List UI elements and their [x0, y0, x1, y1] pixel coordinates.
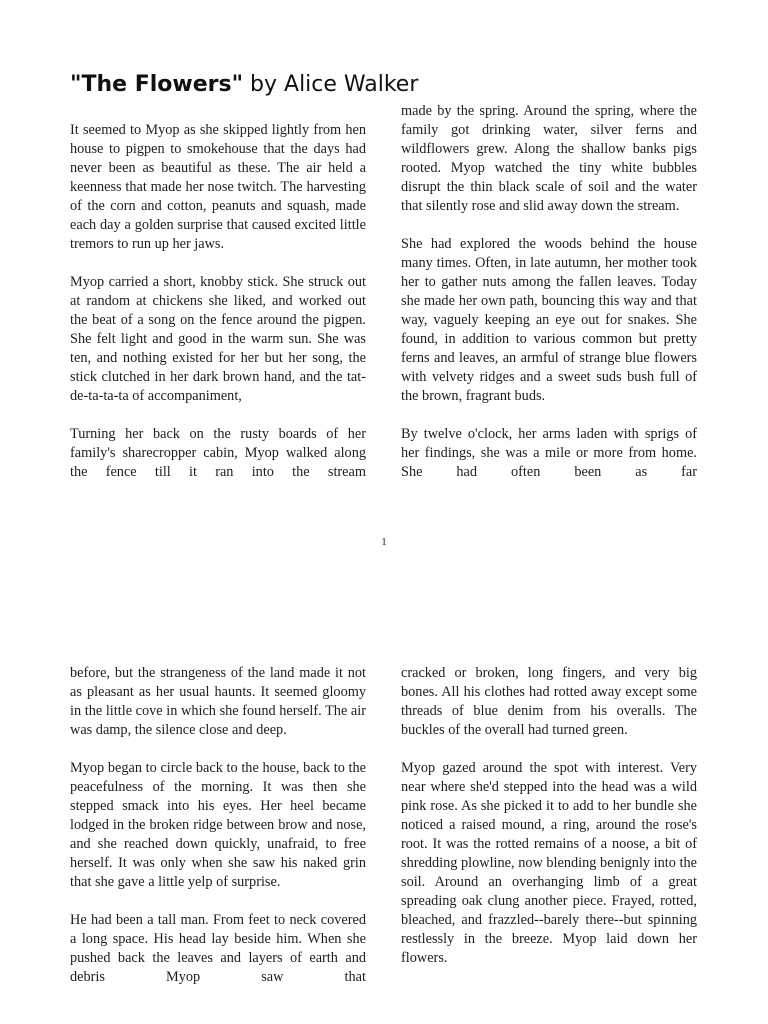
- paragraph: before, but the strangeness of the land made it not as pleasant as her usual haunts. It seemed gloomy in the little cove in which she found herself. The air was damp, the silence close and deep.: [70, 665, 366, 738]
- paragraph: Myop carried a short, knobby stick. She struck out at random at chickens she liked, and worked out the beat of a song on the fence around the pigpen. She felt light and good in the warm sun. She was ten, and nothing existed for her but her song, the stick clutched in her dark brown hand, and the tat-de-ta-ta-ta of accompaniment,: [70, 274, 366, 404]
- page2-left-column: [70, 664, 366, 987]
- page1-left-column: [70, 121, 366, 482]
- page-number: 1: [381, 536, 387, 548]
- page2-right-column: [401, 664, 697, 968]
- document-title: [70, 70, 418, 100]
- page1-right-column: [401, 102, 697, 482]
- paragraph: She had explored the woods behind the house many times. Often, in late autumn, her mother took her to gather nuts among the fallen leaves. Today she made her own path, bouncing this way and that way, vaguely keeping an eye out for snakes. She found, in addition to various common but pretty ferns and leaves, an armful of strange blue flowers with velvety ridges and a sweet suds bush full of the brown, fragrant buds.: [401, 236, 697, 404]
- paragraph: made by the spring. Around the spring, where the family got drinking water, silver ferns and wildflowers grew. Along the shallow banks pigs rooted. Myop watched the tiny white bubbles disrupt the thin black scale of soil and the water that silently rose and slid away down the stream.: [401, 103, 697, 214]
- title-story-name: "The Flowers": [70, 72, 244, 97]
- paragraph: By twelve o'clock, her arms laden with sprigs of her findings, she was a mile or more from home. She had often been as far: [401, 426, 697, 480]
- paragraph: cracked or broken, long fingers, and very big bones. All his clothes had rotted away except some threads of blue denim from his overalls. The buckles of the overall had turned green.: [401, 665, 697, 738]
- paragraph: Myop gazed around the spot with interest. Very near where she'd stepped into the head was a wild pink rose. As she picked it to add to her bundle she noticed a raised mound, a ring, around the rose's root. It was the rotted remains of a noose, a bit of shredding plowline, now blending benignly into the soil. Around an overhanging limb of a great spreading oak clung another piece. Frayed, rotted, bleached, and frazzled--barely there--but spinning restlessly in the breeze. Myop laid down her flowers.: [401, 760, 697, 966]
- paragraph: He had been a tall man. From feet to neck covered a long space. His head lay beside him. When she pushed back the leaves and layers of earth and debris Myop saw that: [70, 912, 366, 985]
- paragraph: Turning her back on the rusty boards of her family's sharecropper cabin, Myop walked along the fence till it ran into the stream: [70, 426, 366, 480]
- title-byline: by Alice Walker: [243, 72, 419, 97]
- paragraph: Myop began to circle back to the house, back to the peacefulness of the morning. It was then she stepped smack into his eyes. Her heel became lodged in the broken ridge between brow and nose, and she reached down quickly, unafraid, to free herself. It was only when she saw his naked grin that she gave a little yelp of surprise.: [70, 760, 366, 890]
- paragraph: It seemed to Myop as she skipped lightly from hen house to pigpen to smokehouse that the days had never been as beautiful as these. The air held a keenness that made her nose twitch. The harvesting of the corn and cotton, peanuts and squash, made each day a golden surprise that caused excited little tremors to run up her jaws.: [70, 122, 366, 252]
